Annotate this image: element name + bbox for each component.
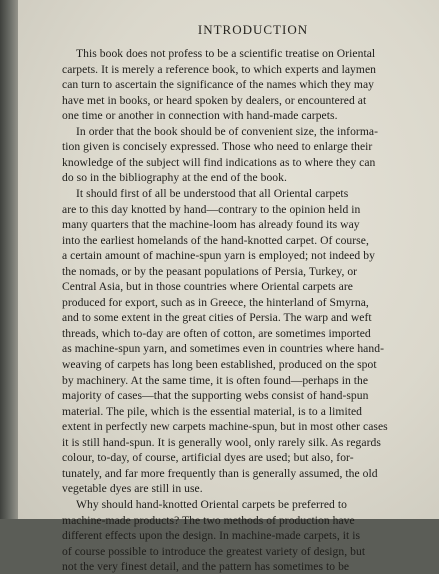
text-line: are to this day knotted by hand—contrary to the opinion held in xyxy=(62,202,361,216)
text-line: This book does not profess to be a scientific treatise on Oriental xyxy=(76,47,376,60)
text-line: It should first of all be understood that all Oriental carpets xyxy=(76,186,349,200)
text-line: vegetable dyes are still in use. xyxy=(62,482,203,496)
text-line: have met in books, or heard spoken by dealers, or encountered at xyxy=(62,93,367,107)
text-line: weaving of carpets has long been established, produced on the spot xyxy=(62,358,377,371)
text-line: many quarters that the machine-loom has already found its way xyxy=(62,218,360,232)
text-line: and to some extent in the great cities of Persia. The warp and weft xyxy=(62,311,372,325)
text-line: material. The pile, which is the essential material, is to a limited xyxy=(62,404,363,418)
book-page xyxy=(18,0,439,574)
text-line: one time or another in connection with hand-made carpets. xyxy=(62,109,338,123)
text-line: different effects upon the design. In machine-made carpets, it is xyxy=(62,529,361,543)
page-heading: INTRODUCTION xyxy=(197,22,309,37)
text-line: of course possible to introduce the greatest variety of design, but xyxy=(62,544,366,558)
text-line: the nomads, or by the peasant populations of Persia, Turkey, or xyxy=(62,264,358,278)
text-line: as machine-spun yarn, and sometimes even in countries where hand- xyxy=(62,342,384,356)
text-line: majority of cases—that the supporting webs consist of hand-spun xyxy=(62,389,369,403)
text-line: by machinery. At the same time, it is often found—perhaps in the xyxy=(62,373,369,387)
text-line: tion given is concisely expressed. Those who need to enlarge their xyxy=(62,140,373,154)
text-line: extent in perfectly new carpets machine-spun, but in most other cases xyxy=(62,420,388,434)
text-line: In order that the book should be of convenient size, the informa- xyxy=(76,124,379,138)
text-line: it is still hand-spun. It is generally wool, only rarely silk. As regards xyxy=(62,435,381,449)
text-line: produced for export, such as in Greece, the hinterland of Smyrna, xyxy=(62,295,369,309)
text-line: do so in the bibliography at the end of the book. xyxy=(62,171,287,185)
text-line: Central Asia, but in those countries where Oriental carpets are xyxy=(62,280,353,294)
text-line: threads, which to-day are often of cotton, are sometimes imported xyxy=(62,326,371,340)
text-line: into the earliest homelands of the hand-knotted carpet. Of course, xyxy=(62,233,369,247)
text-line: Why should hand-knotted Oriental carpets be preferred to xyxy=(76,497,347,511)
text-line: machine-made products? The two methods of production have xyxy=(62,513,355,527)
text-line: a certain amount of machine-spun yarn is employed; not indeed by xyxy=(62,249,375,263)
text-line: carpets. It is merely a reference book, to which experts and laymen xyxy=(62,62,376,76)
text-line: knowledge of the subject will find indications as to where they can xyxy=(62,155,376,169)
text-line: colour, to-day, of course, artificial dyes are used; but also, for- xyxy=(62,451,354,465)
text-line: tunately, and far more frequently than is generally assumed, the old xyxy=(62,466,378,480)
text-line: not the very finest detail, and the pattern has sometimes to be xyxy=(62,560,350,574)
text-line: can turn to ascertain the significance of the names which they may xyxy=(62,78,375,92)
